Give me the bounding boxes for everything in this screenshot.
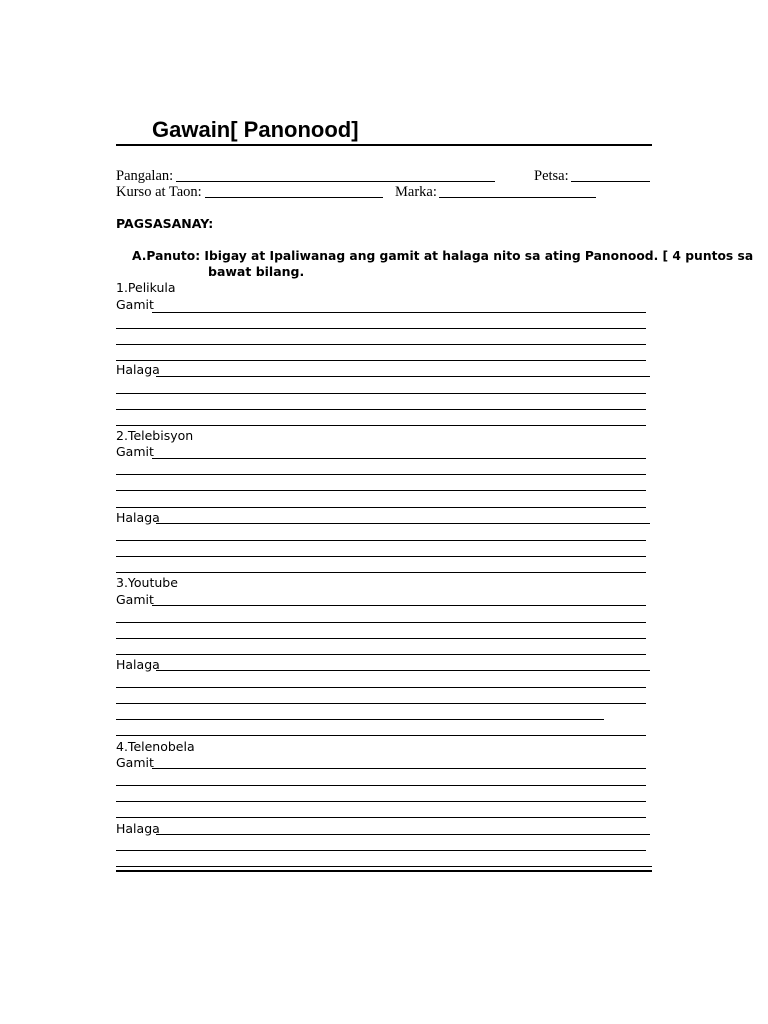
answer-line[interactable] <box>116 638 646 639</box>
petsa-field[interactable] <box>571 181 650 182</box>
halaga-label: Halaga <box>116 821 160 836</box>
halaga-label: Halaga <box>116 657 160 672</box>
gamit-label: Gamit <box>116 444 154 459</box>
item-heading: 1.Pelikula <box>116 280 176 295</box>
answer-line[interactable] <box>116 817 646 818</box>
answer-line[interactable] <box>116 785 646 786</box>
bottom-rule-thick <box>116 870 652 872</box>
answer-line[interactable] <box>116 703 646 704</box>
answer-line[interactable] <box>156 523 650 524</box>
petsa-label: Petsa: <box>534 168 569 184</box>
gamit-label: Gamit <box>116 592 154 607</box>
answer-line[interactable] <box>116 540 646 541</box>
answer-line[interactable] <box>116 654 646 655</box>
bottom-rule <box>116 866 652 867</box>
item-heading: 3.Youtube <box>116 575 178 590</box>
answer-line[interactable] <box>116 409 646 410</box>
marka-label: Marka: <box>395 184 437 200</box>
kurso-label: Kurso at Taon: <box>116 184 202 200</box>
answer-line[interactable] <box>116 735 646 736</box>
directions-line-2: bawat bilang. <box>208 264 305 279</box>
pangalan-label: Pangalan: <box>116 168 174 184</box>
answer-line[interactable] <box>116 474 646 475</box>
answer-line[interactable] <box>152 768 646 769</box>
answer-line[interactable] <box>156 670 650 671</box>
answer-line[interactable] <box>116 328 646 329</box>
answer-line[interactable] <box>116 687 646 688</box>
answer-line[interactable] <box>116 425 646 426</box>
answer-line[interactable] <box>116 507 646 508</box>
answer-line[interactable] <box>116 556 646 557</box>
answer-line[interactable] <box>116 850 646 851</box>
answer-line[interactable] <box>116 490 646 491</box>
marka-field[interactable] <box>439 197 596 198</box>
gamit-label: Gamit <box>116 755 154 770</box>
halaga-label: Halaga <box>116 510 160 525</box>
answer-line[interactable] <box>116 360 646 361</box>
answer-line[interactable] <box>156 376 650 377</box>
answer-line[interactable] <box>152 458 646 459</box>
gamit-label: Gamit <box>116 297 154 312</box>
item-heading: 4.Telenobela <box>116 739 195 754</box>
directions-line-1: A.Panuto: Ibigay at Ipaliwanag ang gamit at halaga nito sa ating Panonood. [ 4 puntos sa <box>132 249 754 263</box>
answer-line[interactable] <box>116 801 646 802</box>
kurso-field[interactable] <box>205 197 383 198</box>
answer-line[interactable] <box>156 834 650 835</box>
answer-line[interactable] <box>116 393 646 394</box>
answer-line[interactable] <box>152 605 646 606</box>
section-heading: PAGSASANAY: <box>116 216 214 231</box>
page-title: Gawain[ Panonood] <box>152 117 359 142</box>
item-heading: 2.Telebisyon <box>116 428 194 443</box>
answer-line[interactable] <box>116 622 646 623</box>
pangalan-field[interactable] <box>176 181 495 182</box>
answer-line[interactable] <box>116 719 604 720</box>
answer-line[interactable] <box>116 572 646 573</box>
title-underline <box>116 116 652 146</box>
answer-line[interactable] <box>116 344 646 345</box>
answer-line[interactable] <box>152 312 646 313</box>
halaga-label: Halaga <box>116 362 160 377</box>
